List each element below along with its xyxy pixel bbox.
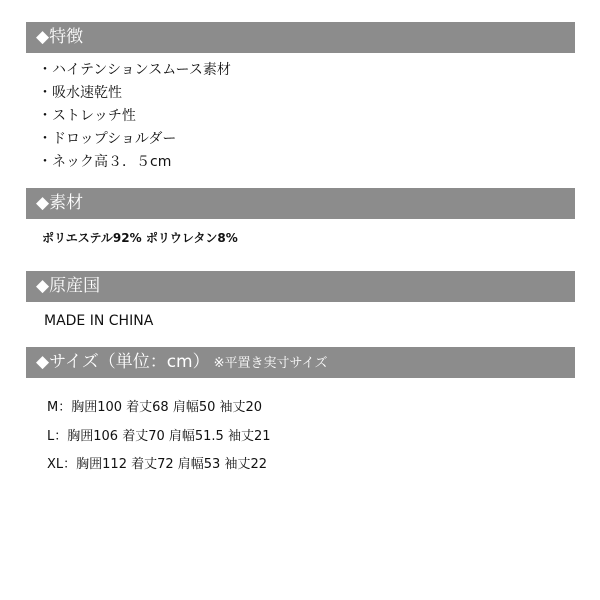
feature-item: ・吸水速乾性: [38, 85, 122, 101]
size-measure-note: ※平置き実寸サイズ: [213, 356, 328, 371]
section-header-features: [26, 22, 575, 53]
section-title-origin: ◆原産国: [36, 276, 101, 296]
material-composition: ポリエステル92% ポリウレタン8%: [42, 231, 238, 245]
feature-item: ・ストレッチ性: [38, 108, 136, 124]
feature-item: ・ドロップショルダー: [38, 131, 177, 147]
size-row-m: M：胸囲100 着丈68 肩幅50 袖丈20: [47, 400, 263, 415]
features-list: [38, 59, 231, 174]
section-header-origin: [26, 271, 575, 302]
feature-item: ・ハイテンションスムース素材: [38, 62, 231, 78]
section-title-material: ◆素材: [36, 193, 84, 213]
country-of-origin: MADE IN CHINA: [44, 313, 154, 329]
section-title-features: ◆特徴: [36, 27, 84, 47]
size-row-xl: XL：胸囲112 着丈72 肩幅53 袖丈22: [47, 457, 267, 472]
feature-item: ・ネック高３．５cm: [38, 154, 172, 170]
section-header-size: [26, 347, 575, 378]
section-header-material: [26, 188, 575, 219]
section-title-size: ◆サイズ（単位：cm）: [36, 352, 210, 372]
size-row-l: L：胸囲106 着丈70 肩幅51.5 袖丈21: [47, 428, 271, 444]
size-list: [47, 398, 270, 484]
